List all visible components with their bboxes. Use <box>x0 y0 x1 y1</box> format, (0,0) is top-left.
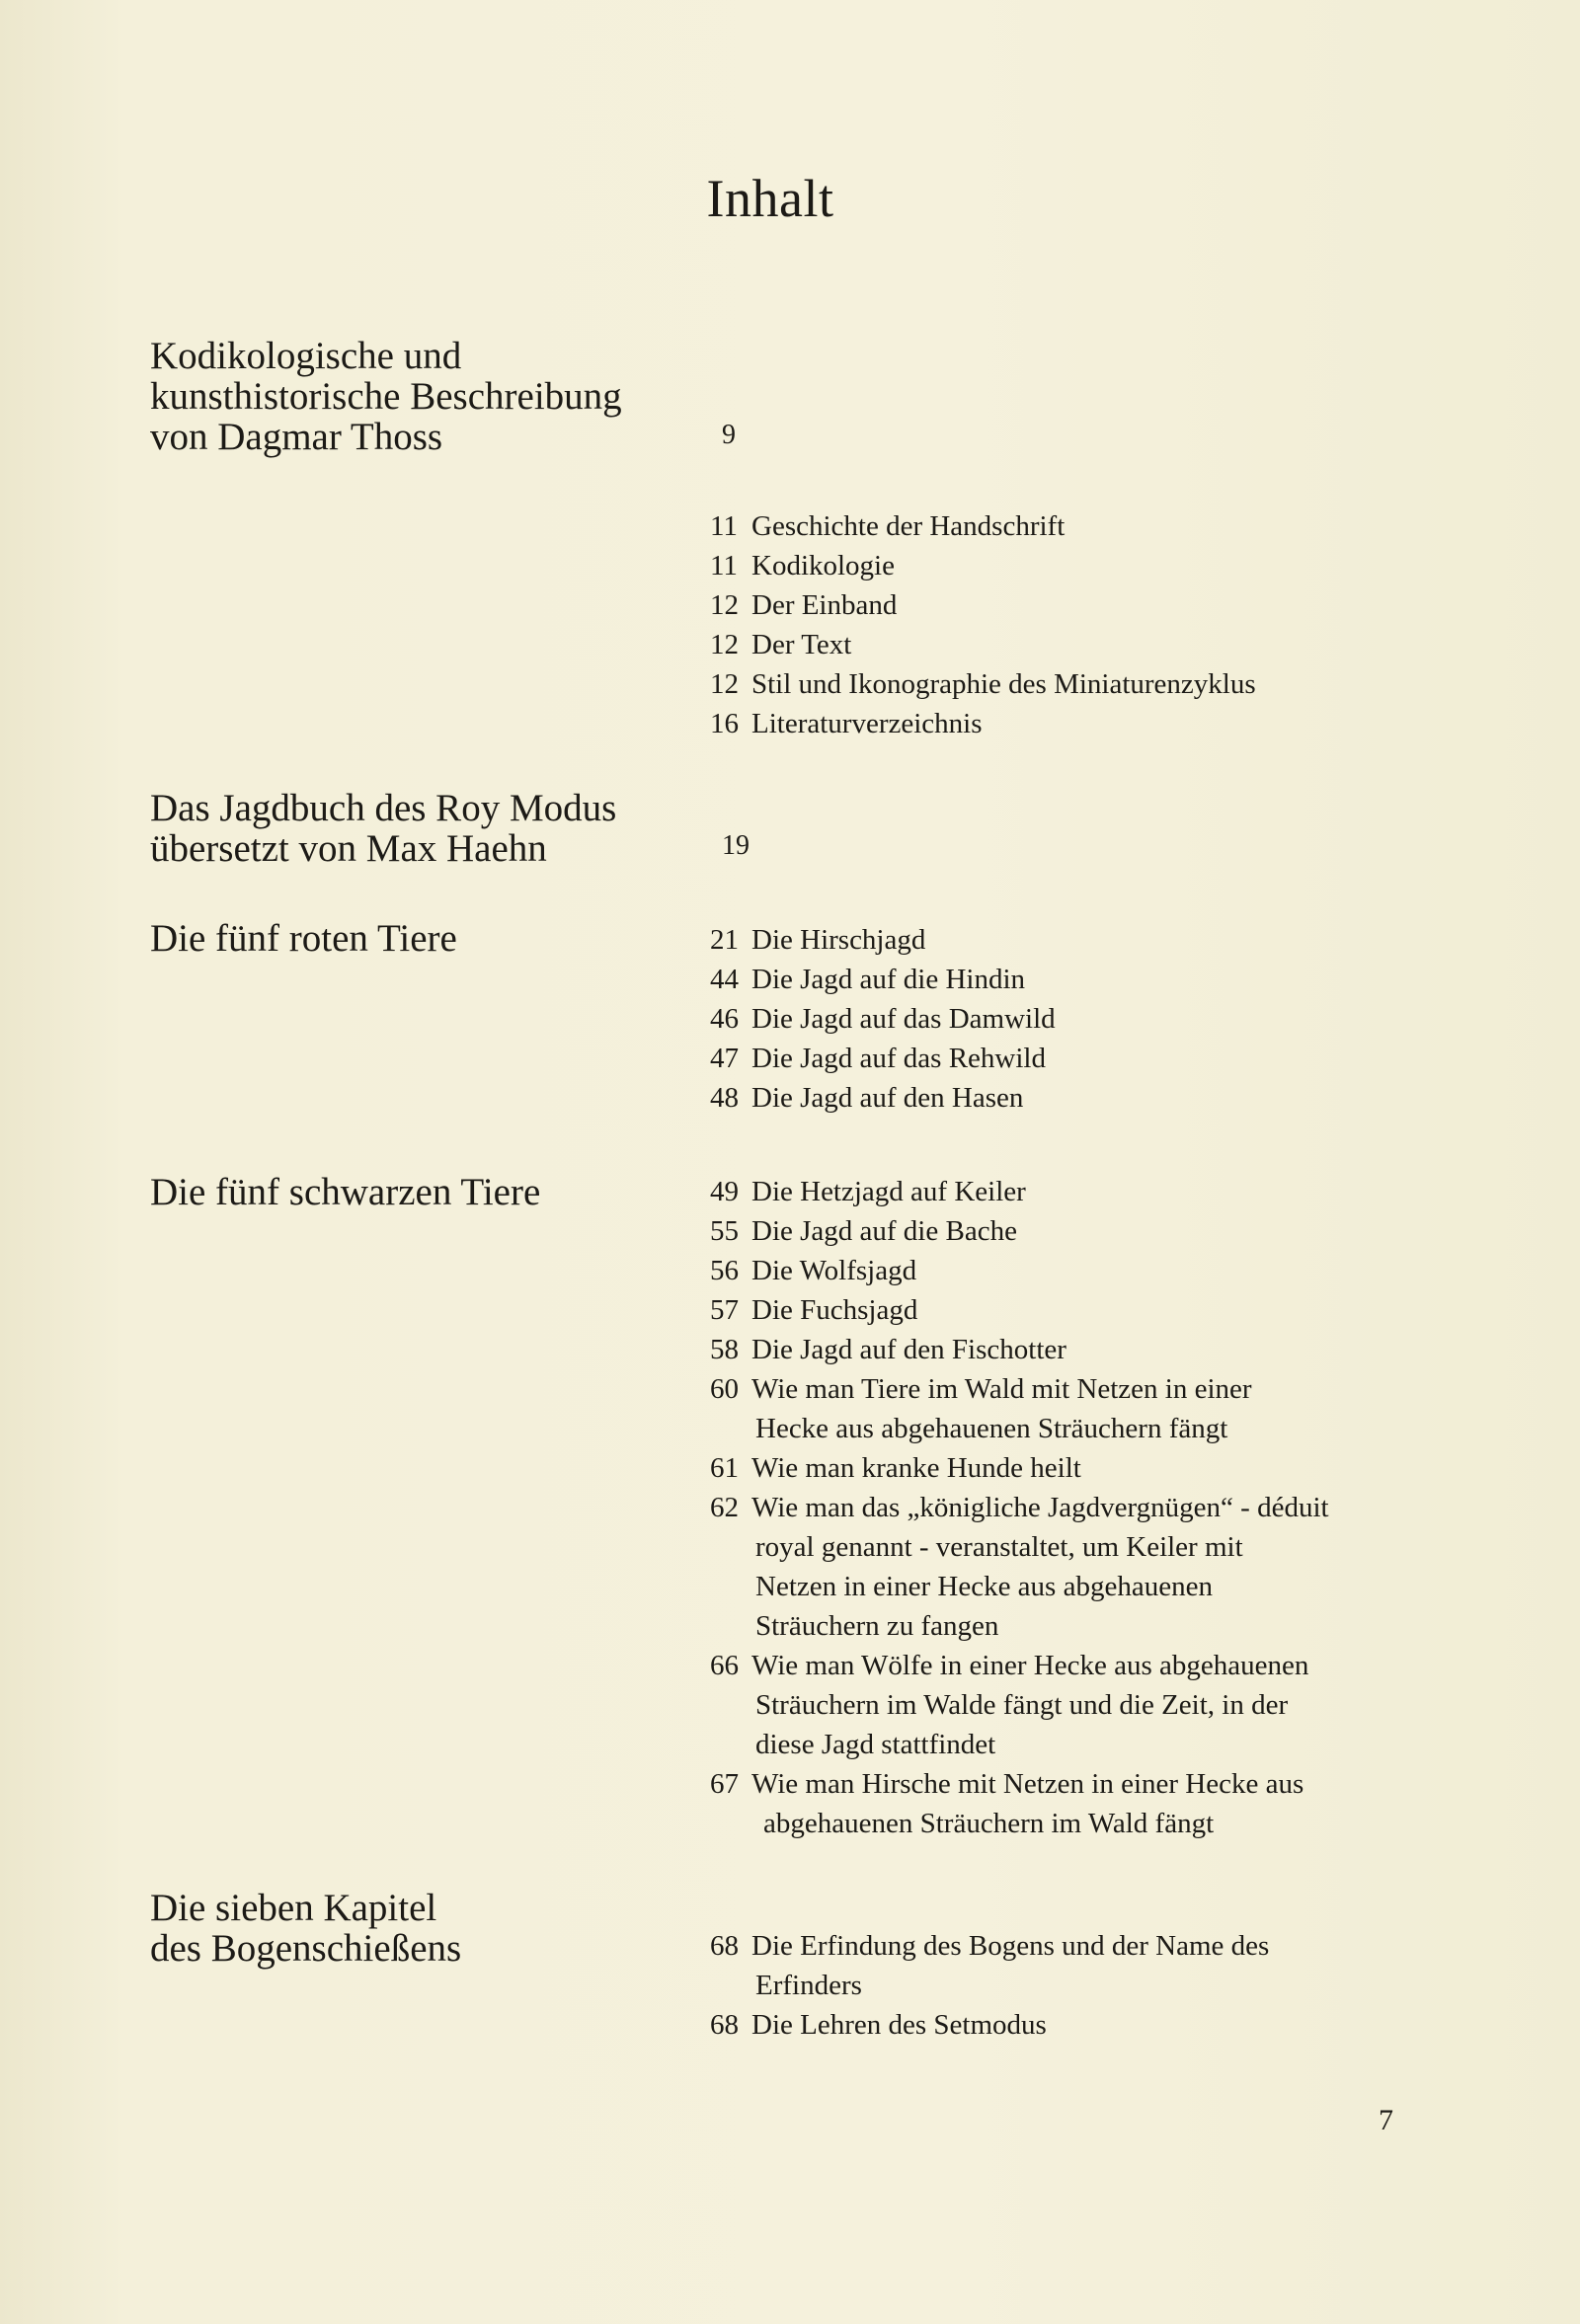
section-title-line: Die fünf roten Tiere <box>150 917 457 960</box>
entry-page-number: 58 <box>710 1334 739 1365</box>
section-page-number: 9 <box>722 420 736 450</box>
entry-title: Die Jagd auf den Fischotter <box>751 1334 1066 1365</box>
toc-entry <box>710 1448 1081 1488</box>
toc-entry <box>710 1764 1304 1843</box>
entry-title-continuation: diese Jagd stattfindet <box>755 1729 996 1760</box>
entry-page-number: 12 <box>710 668 739 700</box>
section-title-line: von Dagmar Thoss <box>150 416 443 458</box>
entry-title: Literaturverzeichnis <box>751 708 983 739</box>
entry-title: Die Hirschjagd <box>751 924 926 956</box>
entry-title-continuation: abgehauenen Sträuchern im Wald fängt <box>763 1808 1215 1839</box>
entry-page-number: 61 <box>710 1452 739 1484</box>
toc-entry <box>710 585 897 625</box>
entry-title-continuation: royal genannt - veranstaltet, um Keiler mit <box>755 1531 1243 1563</box>
section-title-line: übersetzt von Max Haehn <box>150 827 547 870</box>
entry-page-number: 12 <box>710 629 739 660</box>
entry-title: Der Einband <box>751 589 898 621</box>
toc-entry <box>710 1369 1252 1448</box>
entry-page-number: 60 <box>710 1373 739 1405</box>
toc-entry <box>710 1926 1269 2005</box>
entry-title: Die Jagd auf die Bache <box>751 1215 1017 1247</box>
section-title-fuenf-roten-tiere <box>150 918 457 959</box>
section-title-jagdbuch-roy-modus <box>150 788 616 869</box>
entry-title: Die Wolfsjagd <box>751 1255 917 1286</box>
toc-entry <box>710 1488 1329 1646</box>
section-title-line: Das Jagdbuch des Roy Modus <box>150 787 617 829</box>
section-title-line: Kodikologische und <box>150 335 462 377</box>
entry-page-number: 68 <box>710 2009 739 2041</box>
entry-page-number: 56 <box>710 1255 739 1286</box>
entry-title: Die Hetzjagd auf Keiler <box>751 1176 1026 1207</box>
entry-title: Wie man kranke Hunde heilt <box>751 1452 1081 1484</box>
entry-title: Die Jagd auf den Hasen <box>751 1082 1024 1114</box>
entry-page-number: 66 <box>710 1650 739 1681</box>
toc-entry <box>710 999 1056 1039</box>
section-title-line: Die sieben Kapitel <box>150 1887 437 1929</box>
toc-entry <box>710 920 925 960</box>
entry-page-number: 11 <box>710 510 738 542</box>
entry-page-number: 68 <box>710 1930 739 1962</box>
toc-entry <box>710 1172 1026 1211</box>
section-title-line: des Bogenschießens <box>150 1927 462 1970</box>
entry-page-number: 67 <box>710 1768 739 1800</box>
entry-page-number: 55 <box>710 1215 739 1247</box>
entry-page-number: 62 <box>710 1492 739 1523</box>
toc-entry <box>710 1211 1017 1251</box>
page-number: 7 <box>1379 2104 1393 2136</box>
toc-entry <box>710 1330 1066 1369</box>
entry-title-continuation: Erfinders <box>755 1970 862 2001</box>
entry-page-number: 47 <box>710 1043 739 1074</box>
entry-title: Wie man Tiere im Wald mit Netzen in einer <box>751 1373 1252 1405</box>
entry-page-number: 16 <box>710 708 739 739</box>
toc-entry <box>710 704 983 743</box>
toc-entry <box>710 1039 1046 1078</box>
toc-entry <box>710 625 851 664</box>
entry-title: Der Text <box>751 629 852 660</box>
toc-entry <box>710 960 1025 999</box>
entry-title-continuation: Sträuchern zu fangen <box>755 1610 999 1642</box>
toc-entry <box>710 506 1065 546</box>
entry-page-number: 11 <box>710 550 738 581</box>
entry-page-number: 49 <box>710 1176 739 1207</box>
entry-title: Die Jagd auf die Hindin <box>751 964 1026 995</box>
entry-title-continuation: Netzen in einer Hecke aus abgehauenen <box>755 1571 1213 1602</box>
toc-entry <box>710 546 895 585</box>
entry-title: Stil und Ikonographie des Miniaturenzyklus <box>751 668 1256 700</box>
toc-entry <box>710 2005 1047 2045</box>
toc-entry <box>710 664 1256 704</box>
section-title-line: kunsthistorische Beschreibung <box>150 375 622 418</box>
entry-title: Die Jagd auf das Damwild <box>751 1003 1056 1035</box>
entry-title: Die Jagd auf das Rehwild <box>751 1043 1046 1074</box>
entry-title: Die Lehren des Setmodus <box>751 2009 1047 2041</box>
section-page-number: 19 <box>722 830 750 861</box>
entry-title: Kodikologie <box>751 550 895 581</box>
entry-page-number: 44 <box>710 964 739 995</box>
entry-page-number: 48 <box>710 1082 739 1114</box>
entry-title: Wie man Wölfe in einer Hecke aus abgehauenen <box>751 1650 1309 1681</box>
entry-title-continuation: Hecke aus abgehauenen Sträuchern fängt <box>755 1413 1228 1444</box>
entry-title-continuation: Sträuchern im Walde fängt und die Zeit, in der <box>755 1689 1289 1721</box>
toc-entry <box>710 1290 917 1330</box>
toc-entry <box>710 1078 1023 1118</box>
entry-page-number: 12 <box>710 589 739 621</box>
section-title-line: Die fünf schwarzen Tiere <box>150 1171 541 1213</box>
section-title-fuenf-schwarzen-tiere <box>150 1172 540 1212</box>
section-title-kodikologische-beschreibung <box>150 336 622 457</box>
entry-title: Wie man das „königliche Jagdvergnügen“ - déduit <box>751 1492 1329 1523</box>
page-title: Inhalt <box>706 169 834 228</box>
entry-title: Die Erfindung des Bogens und der Name des <box>751 1930 1270 1962</box>
entry-title: Wie man Hirsche mit Netzen in einer Hecke aus <box>751 1768 1304 1800</box>
section-title-sieben-kapitel-bogenschiessen <box>150 1888 461 1969</box>
entry-page-number: 46 <box>710 1003 739 1035</box>
toc-entry <box>710 1646 1308 1764</box>
entry-page-number: 21 <box>710 924 739 956</box>
entry-page-number: 57 <box>710 1294 739 1326</box>
entry-title: Geschichte der Handschrift <box>751 510 1066 542</box>
toc-entry <box>710 1251 916 1290</box>
entry-title: Die Fuchsjagd <box>751 1294 918 1326</box>
